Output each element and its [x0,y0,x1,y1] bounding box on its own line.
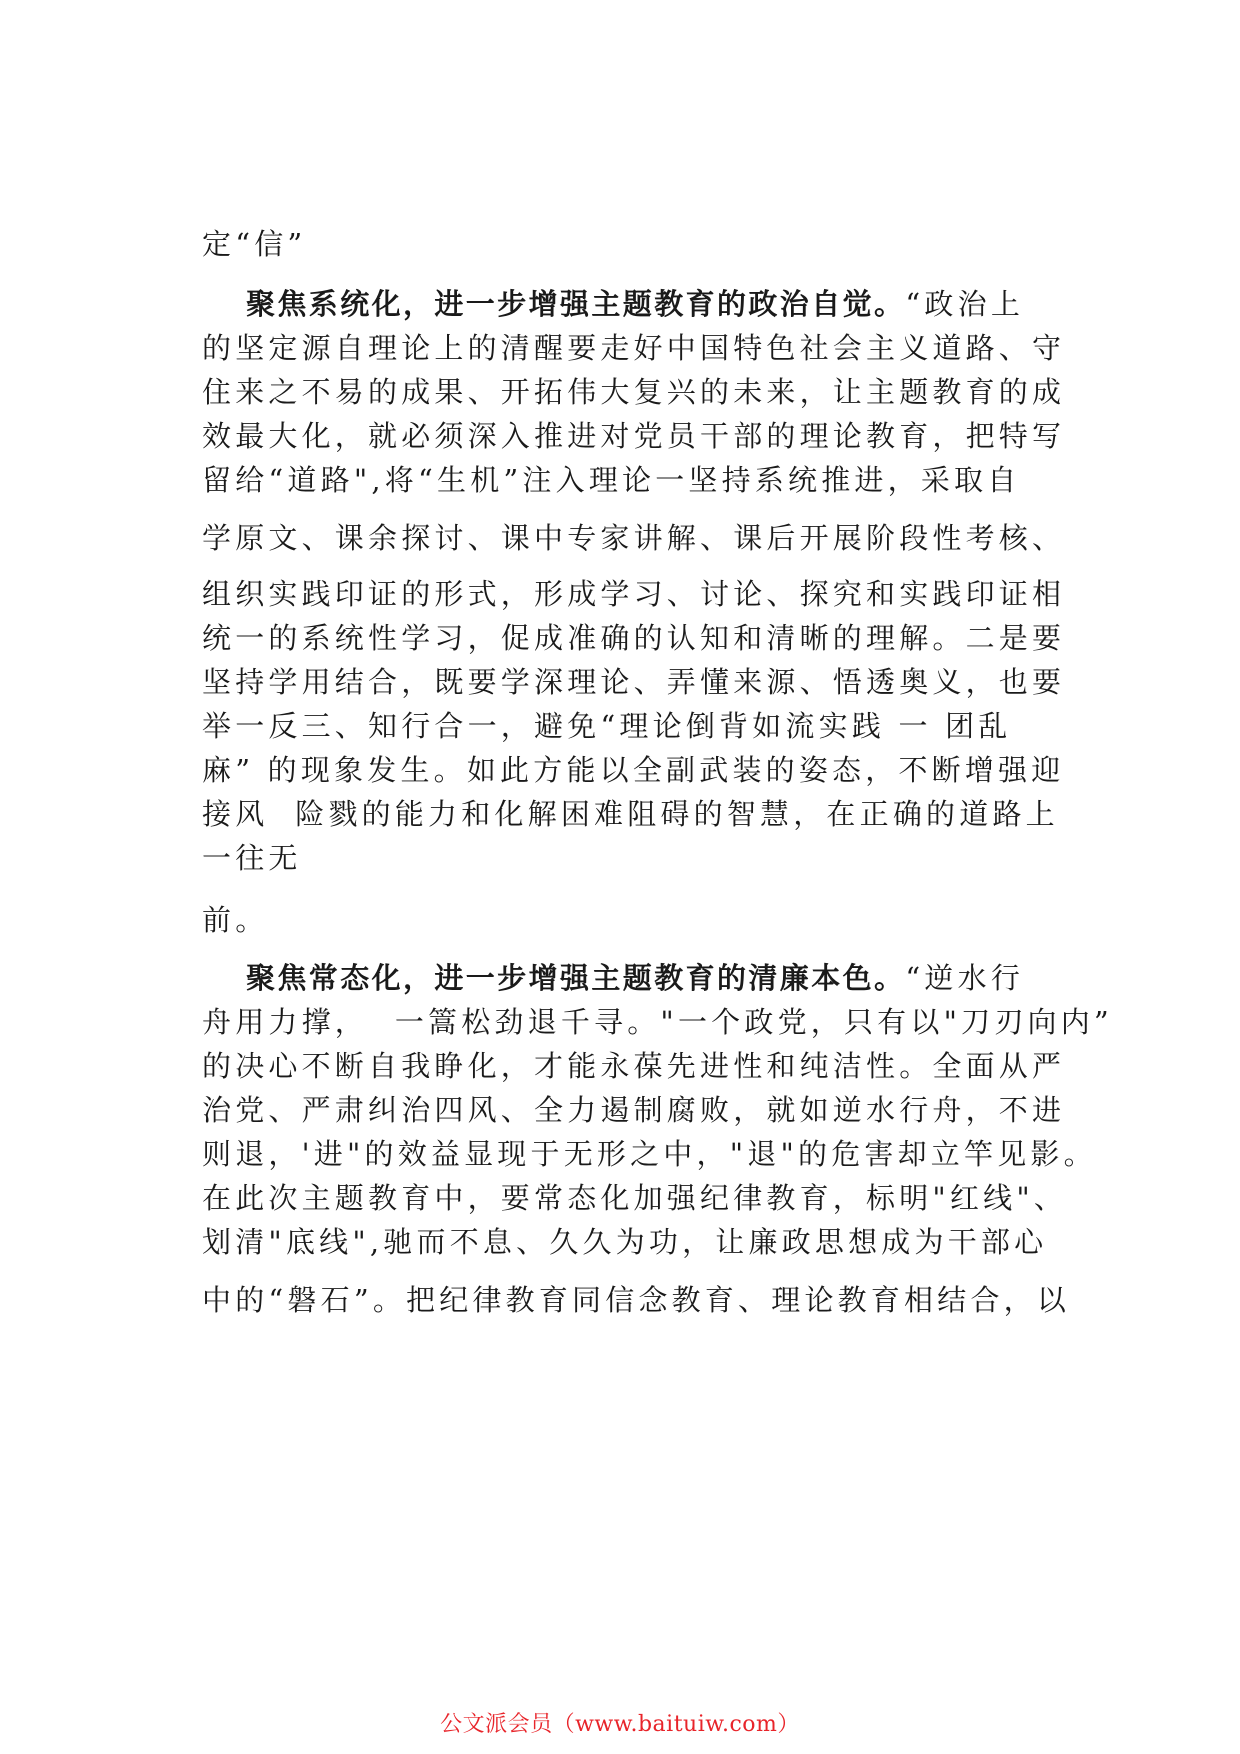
section-heading: 聚焦常态化，进一步增强主题教育的清廉本色。 [246,961,906,995]
text-line: 麻” 的现象发生。如此方能以全副武装的姿态，不断增强迎 [202,753,1065,787]
section-heading-line: 聚焦系统化，进一步增强主题教育的政治自觉。“政治上 [246,287,1025,321]
section-heading: 聚焦系统化，进一步增强主题教育的政治自觉。 [246,287,906,321]
text-line: 划清"底线",驰而不息、久久为功，让廉政思想成为干部心 [202,1225,1048,1259]
text-line: 的坚定源自理论上的清醒要走好中国特色社会主义道路、守 [202,331,1066,365]
text-line: 则退，'进"的效益显现于无形之中，"退"的危害却立竿见影。 [202,1137,1097,1171]
text-line: 的决心不断自我睁化，才能永葆先进性和纯洁性。全面从严 [202,1049,1066,1083]
text-line: 在此次主题教育中，要常态化加强纪律教育，标明"红线"、 [202,1181,1068,1215]
text-line: 学原文、课余探讨、课中专家讲解、课后开展阶段性考核、 [202,521,1066,555]
text-line: 留给“道路",将“生机”注入理论一坚持系统推进，采取自 [202,463,1021,497]
text-line: 接风 险戮的能力和化解困难阻碍的智慧，在正确的道路上 [202,797,1059,831]
text-line: 住来之不易的成果、开拓伟大复兴的未来，让主题教育的成 [202,375,1066,409]
text-line: 一往无 [202,841,302,875]
section-heading-line: 聚焦常态化，进一步增强主题教育的清廉本色。“逆水行 [246,961,1025,995]
text-line: 举一反三、知行合一，避免“理论倒背如流实践 一 团乱 [202,709,1012,743]
text-line: 效最大化，就必须深入推进对党员干部的理论教育，把特写 [202,419,1066,453]
text-line: 统一的系统性学习，促成准确的认知和清晰的理解。二是要 [202,621,1066,655]
text-line: 定“信” [202,227,307,261]
text-line: 组织实践印证的形式，形成学习、讨论、探究和实践印证相 [202,577,1066,611]
text-line: 舟用力撑， 一篙松劲退千寻。"一个政党，只有以"刀刃向内” [202,1005,1113,1039]
footer-watermark: 公文派会员（www.baituiw.com） [440,1712,800,1737]
text-line: 治党、严肃纠治四风、全力遏制腐败，就如逆水行舟，不进 [202,1093,1066,1127]
text-line: 坚持学用结合，既要学深理论、弄懂来源、悟透奥义，也要 [202,665,1066,699]
text-line: 中的“磐石”。把纪律教育同信念教育、理论教育相结合，以 [202,1283,1071,1317]
text-line: 前。 [202,903,269,937]
